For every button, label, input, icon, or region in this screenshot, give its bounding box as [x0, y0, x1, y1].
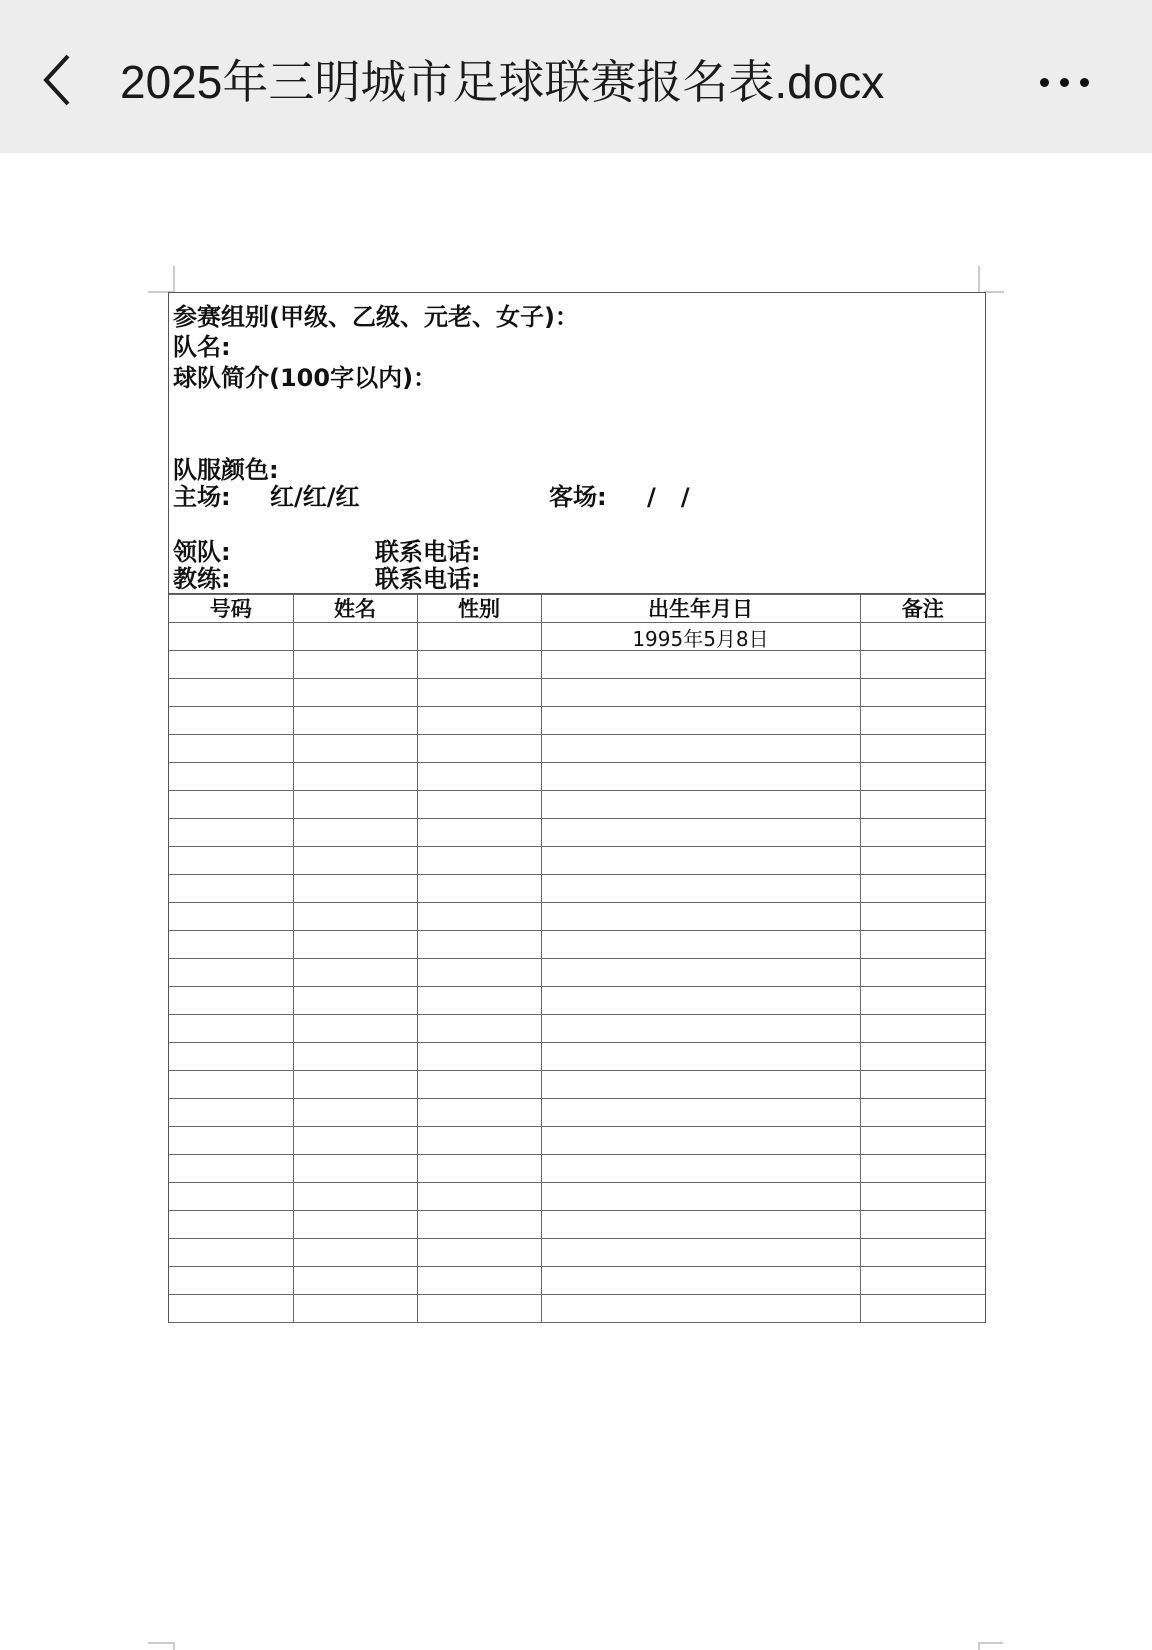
table-cell[interactable] [169, 959, 293, 987]
table-cell[interactable] [169, 819, 293, 847]
category-label: 参赛组别(甲级、乙级、元老、女子)： [173, 303, 579, 331]
table-row [169, 1239, 985, 1267]
table-cell[interactable] [169, 1099, 293, 1127]
table-cell[interactable] [293, 1183, 417, 1211]
table-cell[interactable] [541, 1099, 860, 1127]
table-cell[interactable] [293, 1211, 417, 1239]
crop-mark [978, 1642, 1003, 1644]
table-row [169, 931, 985, 959]
team-info-section [169, 293, 985, 594]
crop-mark [173, 266, 175, 292]
coach-label: 教练: [173, 565, 231, 593]
table-cell[interactable] [860, 1043, 985, 1071]
crop-mark [173, 1642, 175, 1650]
table-cell[interactable] [541, 1239, 860, 1267]
table-cell[interactable] [417, 1071, 541, 1099]
table-cell[interactable] [169, 1015, 293, 1043]
table-row [169, 1099, 985, 1127]
column-header: 备注 [860, 595, 985, 623]
table-cell[interactable] [541, 819, 860, 847]
table-cell[interactable] [541, 1127, 860, 1155]
table-cell[interactable] [417, 791, 541, 819]
kit-color-label: 队服颜色: [173, 456, 279, 484]
table-cell[interactable] [417, 847, 541, 875]
table-row [169, 1183, 985, 1211]
chevron-left-icon [38, 52, 78, 108]
table-cell[interactable] [860, 847, 985, 875]
table-cell[interactable] [169, 735, 293, 763]
column-header: 姓名 [293, 595, 417, 623]
column-header: 号码 [169, 595, 293, 623]
table-row [169, 1267, 985, 1295]
table-cell[interactable] [169, 651, 293, 679]
table-cell[interactable] [417, 1239, 541, 1267]
table-cell[interactable]: 1995年5月8日 [541, 623, 860, 651]
intro-label: 球队简介(100字以内)： [173, 364, 438, 392]
table-cell[interactable] [293, 1267, 417, 1295]
table-cell[interactable] [169, 1071, 293, 1099]
table-cell[interactable] [169, 987, 293, 1015]
table-cell[interactable] [541, 847, 860, 875]
table-cell[interactable] [860, 707, 985, 735]
table-cell[interactable] [417, 819, 541, 847]
table-cell[interactable] [860, 1099, 985, 1127]
table-cell[interactable] [293, 1295, 417, 1323]
table-cell[interactable] [541, 987, 860, 1015]
away-kit-value: / / [647, 483, 690, 511]
column-header: 出生年月日 [541, 595, 860, 623]
table-header-row [169, 595, 985, 623]
document-title: 2025年三明城市足球联赛报名表.docx [120, 56, 885, 108]
column-header: 性别 [417, 595, 541, 623]
table-row [169, 847, 985, 875]
table-cell[interactable] [860, 735, 985, 763]
table-cell[interactable] [541, 1267, 860, 1295]
table-cell[interactable] [293, 1155, 417, 1183]
table-cell[interactable] [860, 1211, 985, 1239]
table-cell[interactable] [169, 623, 293, 651]
table-cell[interactable] [541, 763, 860, 791]
table-row [169, 1295, 985, 1323]
table-cell[interactable] [541, 679, 860, 707]
table-cell[interactable] [417, 735, 541, 763]
table-cell[interactable] [860, 791, 985, 819]
table-cell[interactable] [417, 903, 541, 931]
table-row [169, 1015, 985, 1043]
back-button[interactable] [38, 52, 78, 108]
more-horizontal-icon [1060, 78, 1069, 87]
registration-form [168, 292, 986, 1323]
table-row [169, 763, 985, 791]
table-cell[interactable] [293, 1015, 417, 1043]
table-cell[interactable] [541, 959, 860, 987]
table-cell[interactable] [169, 903, 293, 931]
leader-label: 领队: [173, 538, 231, 566]
home-kit-value: 红/红/红 [270, 483, 360, 511]
table-cell[interactable] [541, 1071, 860, 1099]
table-row [169, 1127, 985, 1155]
table-row [169, 735, 985, 763]
table-cell[interactable] [860, 1267, 985, 1295]
table-row [169, 707, 985, 735]
table-cell[interactable] [169, 791, 293, 819]
crop-mark [978, 1642, 980, 1650]
table-row [169, 875, 985, 903]
table-cell[interactable] [293, 791, 417, 819]
table-cell[interactable] [169, 707, 293, 735]
leader-phone-label: 联系电话: [375, 538, 481, 566]
table-row [169, 623, 985, 651]
table-cell[interactable] [417, 1295, 541, 1323]
table-cell[interactable] [169, 1127, 293, 1155]
table-cell[interactable] [860, 903, 985, 931]
table-row [169, 1043, 985, 1071]
table-cell[interactable] [293, 875, 417, 903]
table-cell[interactable] [169, 679, 293, 707]
table-cell[interactable] [541, 651, 860, 679]
table-cell[interactable] [417, 959, 541, 987]
table-row [169, 1155, 985, 1183]
table-cell[interactable] [541, 903, 860, 931]
table-cell[interactable] [541, 791, 860, 819]
table-cell[interactable] [169, 1239, 293, 1267]
table-cell[interactable] [417, 1015, 541, 1043]
table-cell[interactable] [293, 987, 417, 1015]
table-cell[interactable] [541, 875, 860, 903]
table-cell[interactable] [541, 1155, 860, 1183]
table-cell[interactable] [293, 903, 417, 931]
home-kit-label: 主场: [173, 483, 231, 511]
top-navigation-bar [0, 0, 1152, 153]
table-cell[interactable] [860, 1295, 985, 1323]
table-cell[interactable] [293, 1127, 417, 1155]
table-cell[interactable] [417, 1127, 541, 1155]
coach-phone-label: 联系电话: [375, 565, 481, 593]
table-row [169, 987, 985, 1015]
table-cell[interactable] [541, 1295, 860, 1323]
team-name-label: 队名: [173, 333, 231, 361]
table-cell[interactable] [417, 623, 541, 651]
table-row [169, 651, 985, 679]
crop-mark [978, 266, 980, 292]
crop-mark [984, 291, 1004, 293]
table-row [169, 1071, 985, 1099]
table-row [169, 959, 985, 987]
table-cell[interactable] [541, 931, 860, 959]
table-row [169, 819, 985, 847]
table-cell[interactable] [860, 931, 985, 959]
player-table [169, 594, 985, 1323]
table-cell[interactable] [169, 763, 293, 791]
more-horizontal-icon [1080, 78, 1089, 87]
table-cell[interactable] [860, 875, 985, 903]
table-cell[interactable] [860, 1183, 985, 1211]
table-cell[interactable] [169, 931, 293, 959]
table-cell[interactable] [860, 1071, 985, 1099]
table-row [169, 791, 985, 819]
table-cell[interactable] [860, 623, 985, 651]
table-cell[interactable] [860, 1015, 985, 1043]
table-cell[interactable] [169, 1267, 293, 1295]
table-cell[interactable] [860, 819, 985, 847]
table-cell[interactable] [860, 651, 985, 679]
table-row [169, 679, 985, 707]
table-cell[interactable] [860, 679, 985, 707]
table-cell[interactable] [417, 707, 541, 735]
table-cell[interactable] [293, 1071, 417, 1099]
table-cell[interactable] [169, 1183, 293, 1211]
table-cell[interactable] [417, 1183, 541, 1211]
table-cell[interactable] [417, 651, 541, 679]
table-cell[interactable] [417, 875, 541, 903]
table-cell[interactable] [860, 987, 985, 1015]
table-cell[interactable] [541, 707, 860, 735]
table-cell[interactable] [541, 1183, 860, 1211]
table-row [169, 903, 985, 931]
table-cell[interactable] [417, 763, 541, 791]
table-cell[interactable] [293, 763, 417, 791]
crop-mark [148, 1642, 173, 1644]
table-cell[interactable] [417, 931, 541, 959]
more-options-button[interactable] [1036, 66, 1096, 96]
table-cell[interactable] [417, 1099, 541, 1127]
table-cell[interactable] [417, 1155, 541, 1183]
table-cell[interactable] [293, 847, 417, 875]
table-cell[interactable] [293, 819, 417, 847]
table-cell[interactable] [860, 1155, 985, 1183]
table-cell[interactable] [541, 1043, 860, 1071]
table-cell[interactable] [541, 1015, 860, 1043]
table-cell[interactable] [541, 735, 860, 763]
table-cell[interactable] [293, 623, 417, 651]
table-cell[interactable] [169, 1043, 293, 1071]
table-cell[interactable] [169, 847, 293, 875]
table-cell[interactable] [417, 987, 541, 1015]
table-cell[interactable] [860, 763, 985, 791]
table-cell[interactable] [169, 1155, 293, 1183]
table-cell[interactable] [293, 959, 417, 987]
table-cell[interactable] [293, 707, 417, 735]
table-cell[interactable] [860, 1239, 985, 1267]
table-cell[interactable] [860, 1127, 985, 1155]
table-cell[interactable] [860, 959, 985, 987]
table-cell[interactable] [293, 651, 417, 679]
table-cell[interactable] [417, 1043, 541, 1071]
table-cell[interactable] [293, 931, 417, 959]
table-cell[interactable] [417, 1267, 541, 1295]
table-cell[interactable] [169, 875, 293, 903]
table-cell[interactable] [417, 679, 541, 707]
table-cell[interactable] [541, 1211, 860, 1239]
table-cell[interactable] [293, 735, 417, 763]
table-cell[interactable] [293, 679, 417, 707]
more-horizontal-icon [1040, 78, 1049, 87]
table-cell[interactable] [169, 1295, 293, 1323]
table-row [169, 1211, 985, 1239]
table-cell[interactable] [169, 1211, 293, 1239]
table-cell[interactable] [293, 1043, 417, 1071]
away-kit-label: 客场: [549, 483, 607, 511]
table-cell[interactable] [293, 1099, 417, 1127]
table-cell[interactable] [293, 1239, 417, 1267]
table-cell[interactable] [417, 1211, 541, 1239]
